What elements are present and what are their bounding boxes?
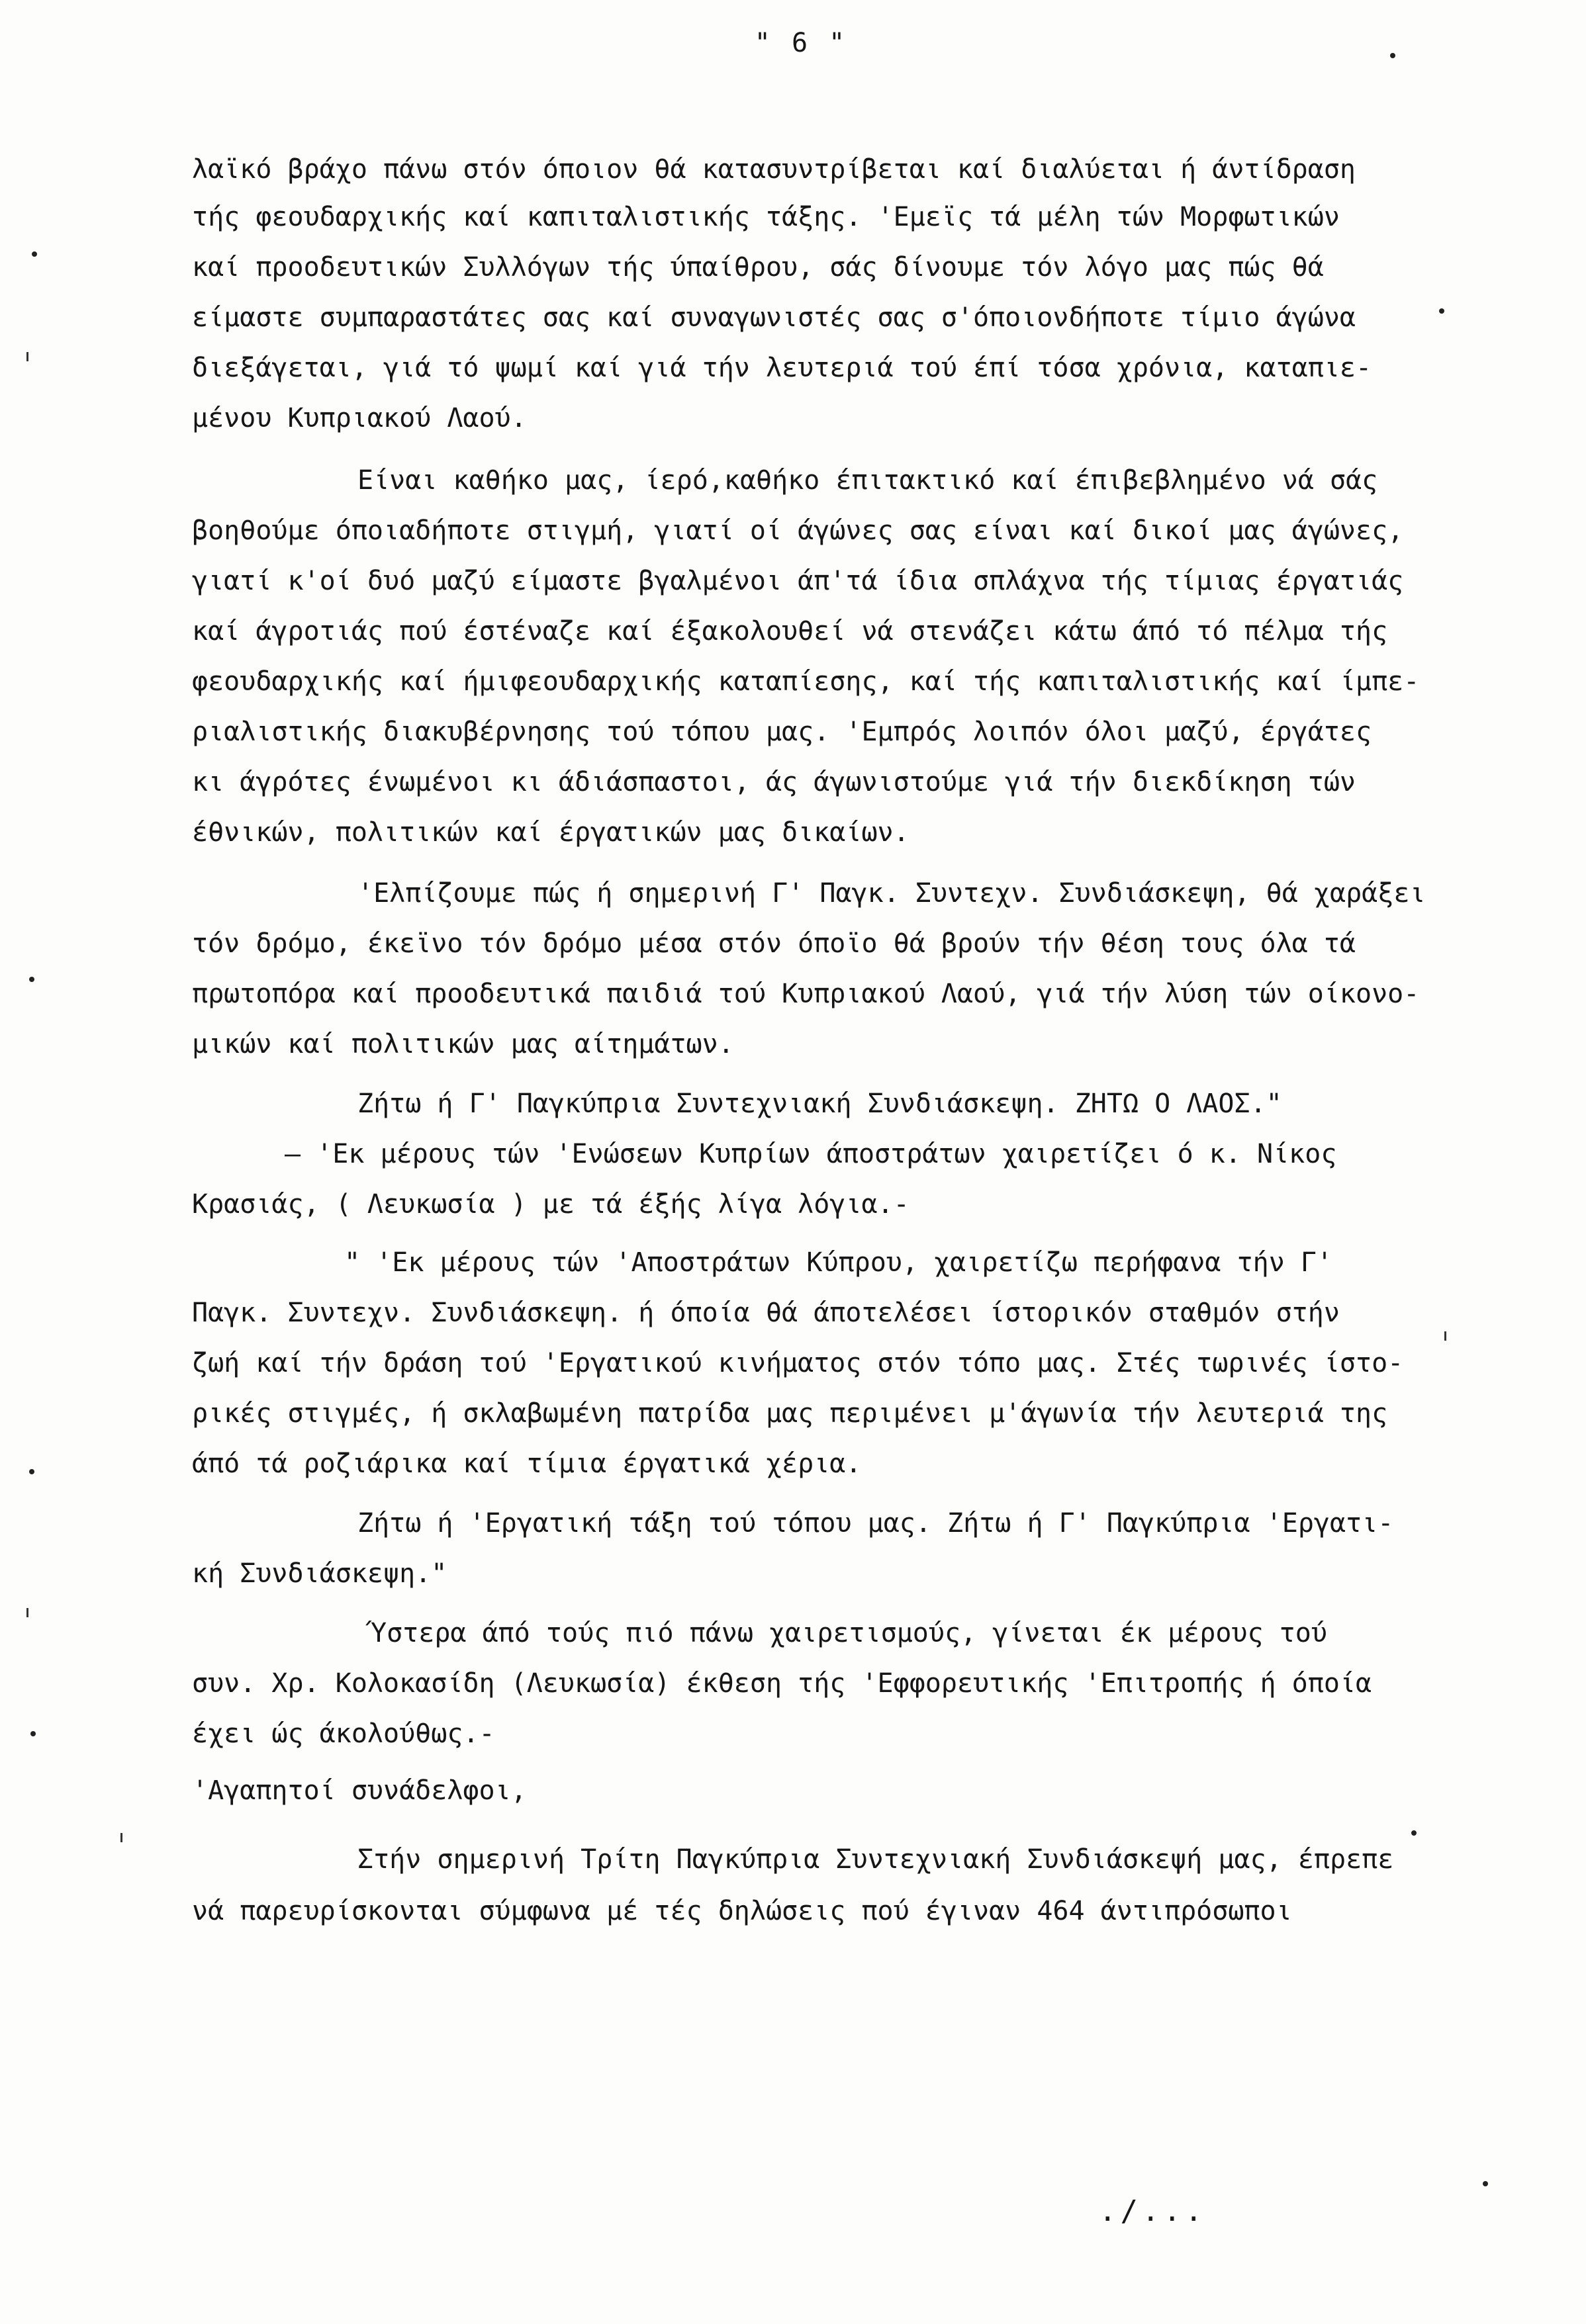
text-line-28: κή Συνδιάσκεψη." bbox=[192, 1558, 447, 1589]
scan-speck bbox=[29, 1469, 34, 1474]
text-line-8: βοηθούμε όποιαδήποτε στιγμή, γιατί οί άγώνες σας είναι καί δικοί μας άγώνες, bbox=[192, 515, 1404, 546]
scan-speck bbox=[1439, 308, 1444, 314]
text-line-26: άπό τά ροζιάρικα καί τίμια έργατικά χέρια. bbox=[192, 1449, 862, 1479]
text-line-24: ζωή καί τήν δράση τού 'Εργατικού κινήματος στόν τόπο μας. Στές τωρινές ίστο- bbox=[192, 1348, 1404, 1378]
text-line-3: καί προοδευτικών Συλλόγων τής ύπαίθρου, σάς δίνουμε τόν λόγο μας πώς θά bbox=[192, 252, 1324, 283]
text-line-23: Παγκ. Συντεχν. Συνδιάσκεψη. ή όποία θά άποτελέσει ίστορικόν σταθμόν στήν bbox=[192, 1298, 1340, 1328]
scan-speck bbox=[1390, 53, 1395, 58]
scan-speck bbox=[1444, 1331, 1446, 1341]
text-line-5: διεξάγεται, γιά τό ψωμί καί γιά τήν λευτεριά τού έπί τόσα χρόνια, καταπιε- bbox=[192, 353, 1372, 383]
text-line-2: τής φεουδαρχικής καί καπιταλιστικής τάξης. 'Εμεϊς τά μέλη τών Μορφωτικών bbox=[192, 202, 1340, 232]
text-line-17: πρωτοπόρα καί προοδευτικά παιδιά τού Κυπριακού Λαού, γιά τήν λύση τών οίκονο- bbox=[192, 979, 1420, 1009]
text-line-32: 'Αγαπητοί συνάδελφοι, bbox=[192, 1775, 527, 1806]
text-line-9: γιατί κ'οί δυό μαζύ είμαστε βγαλμένοι άπ'τά ίδια σπλάχνα τής τίμιας έργατιάς bbox=[192, 566, 1404, 596]
text-line-27: Ζήτω ή 'Εργατική τάξη τού τόπου μας. Ζήτω ή Γ' Παγκύπρια 'Εργατι- bbox=[357, 1508, 1394, 1539]
text-line-15: 'Ελπίζουμε πώς ή σημερινή Γ' Παγκ. Συντεχν. Συνδιάσκεψη, θά χαράξει bbox=[357, 878, 1426, 909]
scan-speck bbox=[120, 1833, 122, 1842]
text-line-22: " 'Εκ μέρους τών 'Αποστράτων Κύπρου, χαιρετίζω περήφανα τήν Γ' bbox=[344, 1247, 1333, 1278]
text-line-34: νά παρευρίσκονται σύμφωνα μέ τές δηλώσεις πού έγιναν 464 άντιπρόσωποι bbox=[192, 1896, 1292, 1926]
text-line-18: μικών καί πολιτικών μας αίτημάτων. bbox=[192, 1029, 734, 1059]
scan-speck bbox=[32, 251, 37, 257]
text-line-7: Είναι καθήκο μας, ίερό,καθήκο έπιτακτικό καί έπιβεβλημένο νά σάς bbox=[357, 465, 1378, 496]
text-line-13: κι άγρότες ένωμένοι κι άδιάσπαστοι, άς άγωνιστούμε γιά τήν διεκδίκηση τών bbox=[192, 767, 1356, 797]
scan-speck bbox=[30, 1731, 36, 1736]
text-line-25: ρικές στιγμές, ή σκλαβωμένη πατρίδα μας περιμένει μ'άγωνία τήν λευτεριά της bbox=[192, 1398, 1388, 1429]
text-line-4: είμαστε συμπαραστάτες σας καί συναγωνιστές σας σ'όποιονδήποτε τίμιο άγώνα bbox=[192, 302, 1356, 333]
text-line-12: ριαλιστικής διακυβέρνησης τού τόπου μας. 'Εμπρός λοιπόν όλοι μαζύ, έργάτες bbox=[192, 717, 1372, 747]
text-line-10: καί άγροτιάς πού έστέναζε καί έξακολουθεί νά στενάζει κάτω άπό τό πέλμα τής bbox=[192, 616, 1388, 647]
text-line-1: λαϊκό βράχο πάνω στόν όποιον θά κατασυντρίβεται καί διαλύεται ή άντίδραση bbox=[192, 154, 1356, 185]
scan-speck bbox=[26, 1608, 28, 1617]
text-line-29: Ύστερα άπό τούς πιό πάνω χαιρετισμούς, γίνεται έκ μέρους τού bbox=[371, 1618, 1327, 1648]
scan-speck bbox=[1411, 1830, 1417, 1836]
text-line-30: συν. Χρ. Κολοκασίδη (Λευκωσία) έκθεση τής 'Εφφορευτικής 'Επιτροπής ή όποία bbox=[192, 1668, 1372, 1699]
scan-speck bbox=[29, 977, 34, 982]
text-line-6: μένου Κυπριακού Λαού. bbox=[192, 403, 527, 433]
scan-speck bbox=[1483, 2181, 1488, 2186]
text-line-33: Στήν σημερινή Τρίτη Παγκύπρια Συντεχνιακή Συνδιάσκεψή μας, έπρεπε bbox=[357, 1844, 1394, 1875]
continuation-mark: ./... bbox=[1099, 2194, 1207, 2228]
text-line-19: Ζήτω ή Γ' Παγκύπρια Συντεχνιακή Συνδιάσκεψη. ΖΗΤΩ Ο ΛΑΟΣ." bbox=[357, 1089, 1282, 1119]
text-line-14: έθνικών, πολιτικών καί έργατικών μας δικαίων. bbox=[192, 817, 910, 848]
scan-speck bbox=[26, 352, 28, 361]
text-line-11: φεουδαρχικής καί ήμιφεουδαρχικής καταπίεσης, καί τής καπιταλιστικής καί ίμπε- bbox=[192, 666, 1420, 697]
text-line-20: — 'Εκ μέρους τών 'Ενώσεων Κυπρίων άποστράτων χαιρετίζει ό κ. Νίκος bbox=[285, 1139, 1337, 1169]
page-number: " 6 " bbox=[754, 28, 848, 58]
text-line-16: τόν δρόμο, έκεϊνο τόν δρόμο μέσα στόν όποϊο θά βρούν τήν θέση τους όλα τά bbox=[192, 928, 1356, 959]
text-line-31: έχει ώς άκολούθως.- bbox=[192, 1719, 495, 1749]
text-line-21: Κρασιάς, ( Λευκωσία ) με τά έξής λίγα λόγια.- bbox=[192, 1189, 910, 1220]
